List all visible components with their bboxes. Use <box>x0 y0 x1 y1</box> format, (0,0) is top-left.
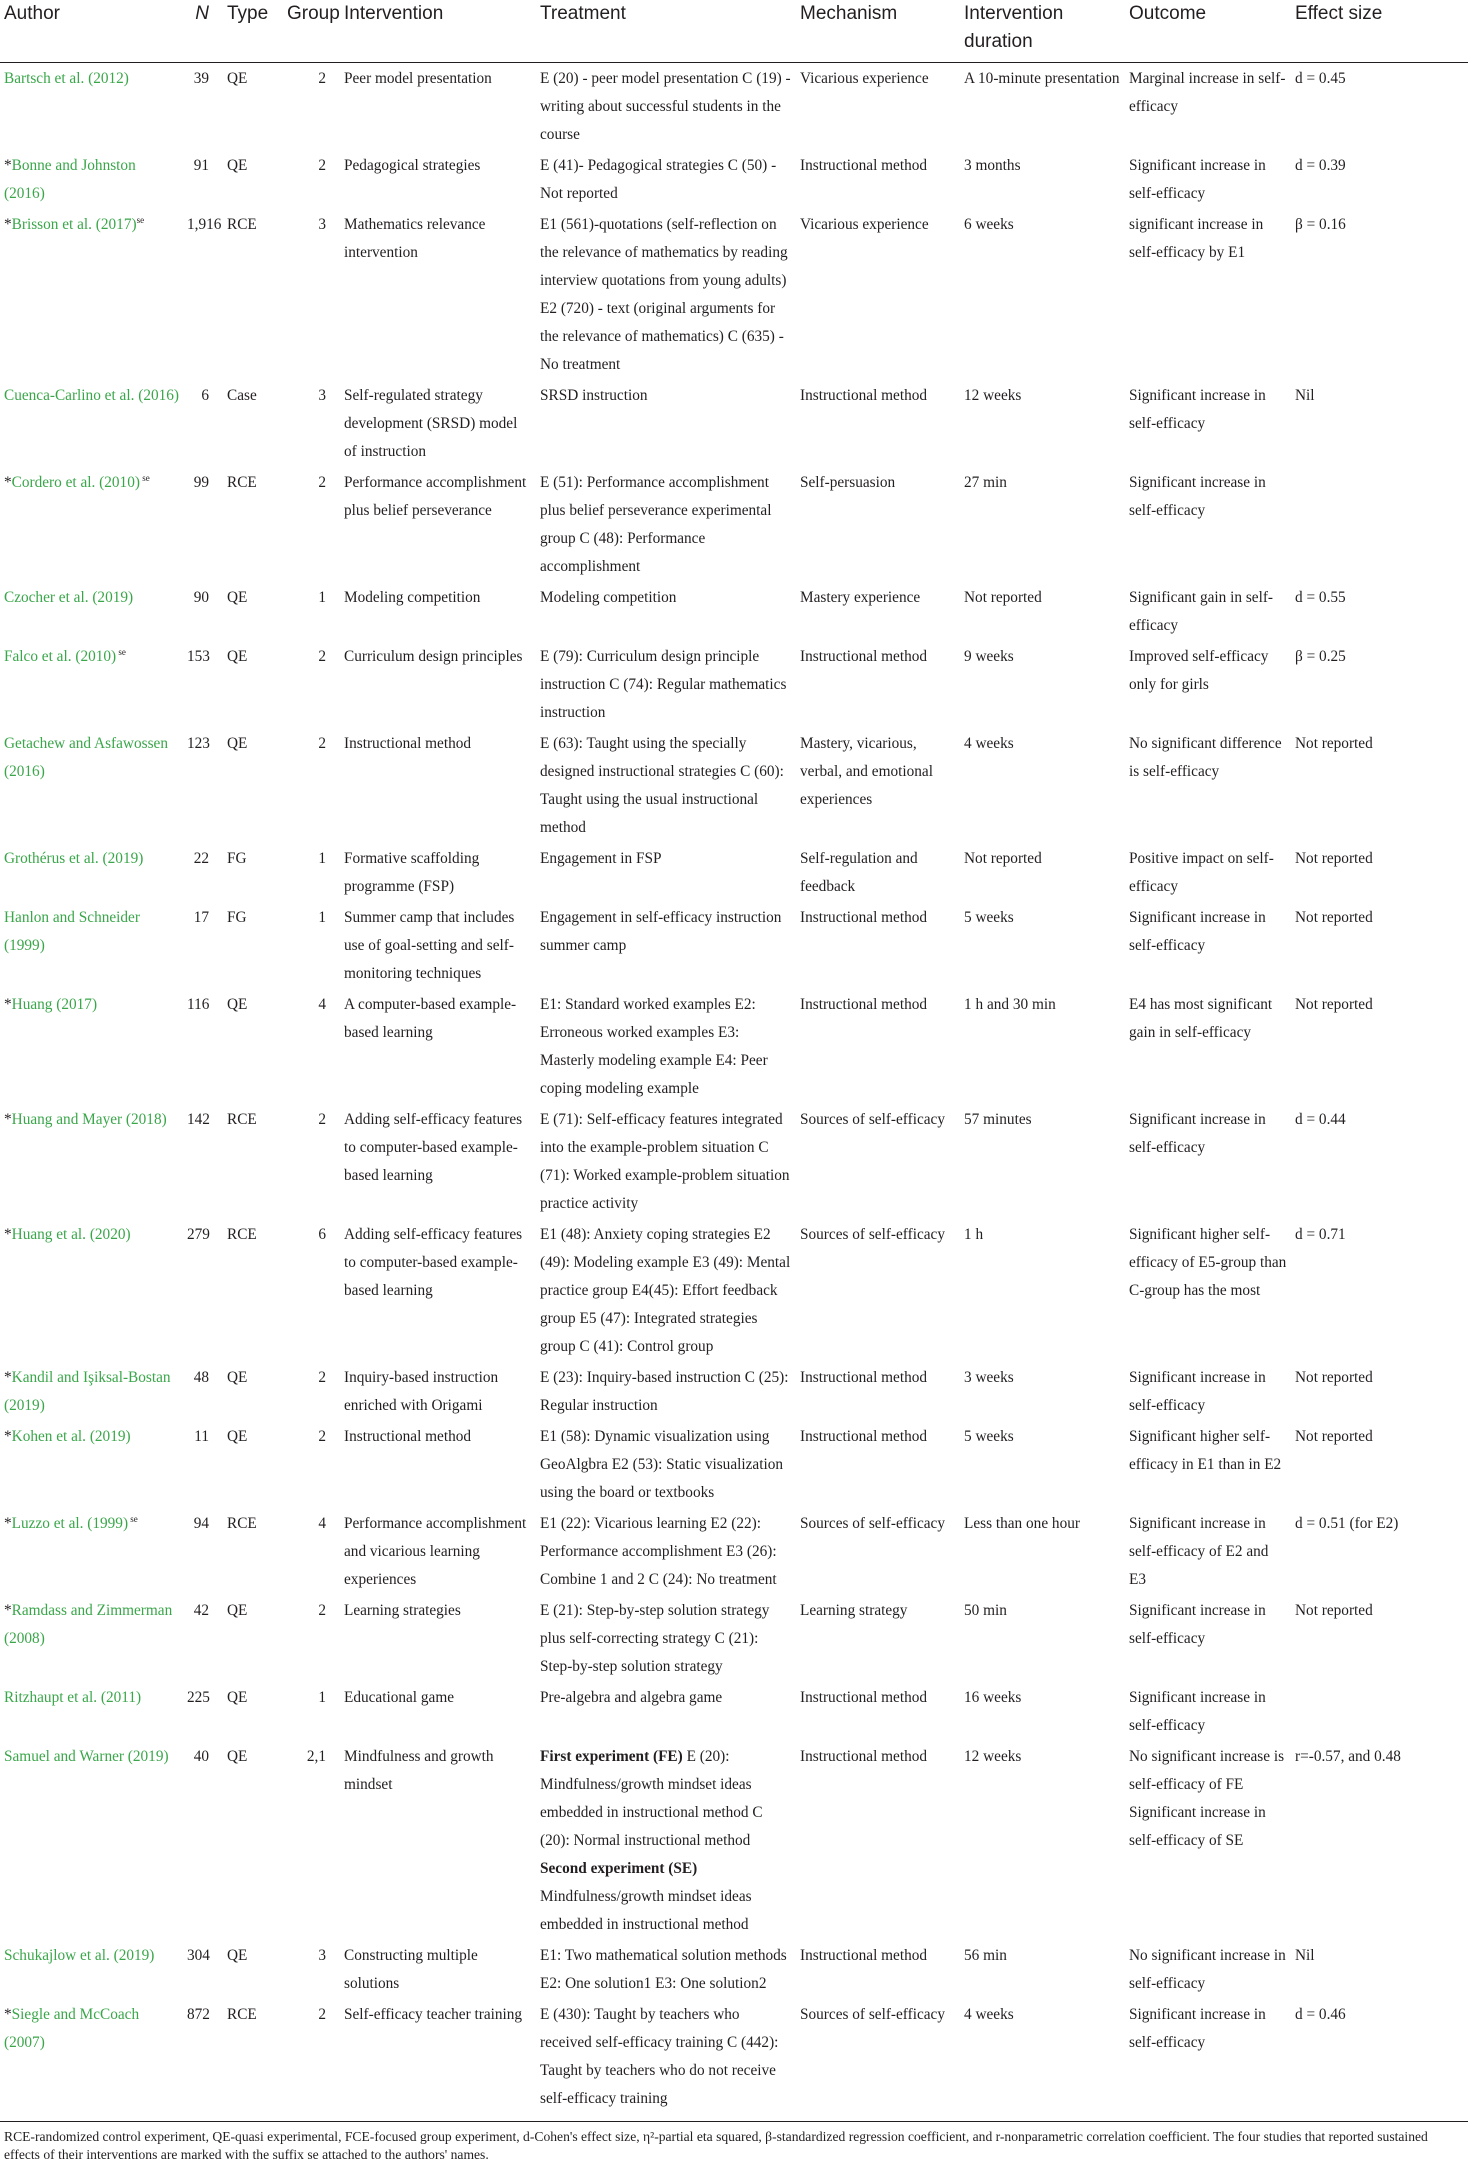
n-cell: 1,916 <box>187 216 222 233</box>
mechanism-cell: Vicarious experience <box>800 216 929 233</box>
duration-cell: 1 h and 30 min <box>964 996 1056 1013</box>
effect-size-cell: Not reported <box>1295 996 1373 1013</box>
outcome-cell: Significant increase in self-efficacy <box>1129 1689 1266 1734</box>
n-cell: 91 <box>193 157 209 174</box>
header-n: N <box>183 0 223 63</box>
type-cell: QE <box>227 1369 248 1386</box>
author-cell <box>0 582 183 641</box>
author-link[interactable]: Getachew and Asfawossen (2016) <box>4 735 168 780</box>
duration-cell: 57 minutes <box>964 1111 1032 1128</box>
header-group: Group <box>283 0 340 63</box>
mechanism-cell: Instructional method <box>800 1947 928 1964</box>
outcome-cell: Improved self-efficacy only for girls <box>1129 648 1269 693</box>
author-cell <box>0 209 183 380</box>
group-cell: 2 <box>318 2006 326 2023</box>
author-link[interactable]: Grothérus et al. (2019) <box>4 850 144 867</box>
intervention-cell: Inquiry-based instruction enriched with Origami <box>344 1369 499 1414</box>
n-cell: 40 <box>193 1748 209 1765</box>
author-link[interactable]: Ramdass and Zimmerman (2008) <box>4 1602 173 1647</box>
type-cell: QE <box>227 589 248 606</box>
n-cell: 48 <box>193 1369 209 1386</box>
duration-cell: 5 weeks <box>964 909 1014 926</box>
outcome-cell: Significant gain in self-efficacy <box>1129 589 1274 634</box>
author-link[interactable]: Huang (2017) <box>11 996 98 1013</box>
table-row <box>0 467 1468 582</box>
author-cell <box>0 1595 183 1682</box>
author-link[interactable]: Huang and Mayer (2018) <box>11 1111 167 1128</box>
table-row <box>0 1421 1468 1508</box>
intervention-cell: Instructional method <box>344 1428 472 1445</box>
type-cell: RCE <box>227 1226 257 1243</box>
treatment-cell: E1: Standard worked examples E2: Erroneous worked examples E3: Masterly modeling example E4: Peer coping modeling example <box>540 996 768 1097</box>
intervention-cell: Performance accomplishment and vicarious learning experiences <box>344 1515 527 1588</box>
author-link[interactable]: Kandil and Işiksal-Bostan (2019) <box>4 1369 171 1414</box>
effect-size-cell: d = 0.71 <box>1295 1226 1346 1243</box>
outcome-cell: Significant higher self-efficacy of E5-group than C-group has the most <box>1129 1226 1287 1299</box>
author-link[interactable]: Cordero et al. (2010) <box>11 474 140 491</box>
intervention-cell: Adding self-efficacy features to computer-based example-based learning <box>344 1111 523 1184</box>
table-row <box>0 843 1468 902</box>
effect-size-cell <box>1291 467 1468 582</box>
treatment-cell: SRSD instruction <box>540 387 648 404</box>
treatment-cell: E1 (561)-quotations (self-reflection on the relevance of mathematics by reading interview quotations from young adults) E2 (720) - text (original arguments for the relevance of mathematics) C (635) - No treatment <box>540 216 788 373</box>
n-cell: 304 <box>187 1947 210 1964</box>
treatment-cell: E1 (22): Vicarious learning E2 (22): Performance accomplishment E3 (26): Combine 1 and 2 C (24): No treatment <box>540 1515 777 1588</box>
outcome-cell: Significant higher self-efficacy in E1 than in E2 <box>1129 1428 1282 1473</box>
treatment-cell: Engagement in FSP <box>540 850 662 867</box>
table-row <box>0 63 1468 151</box>
author-cell <box>0 150 183 209</box>
group-cell: 4 <box>318 1515 326 1532</box>
author-link[interactable]: Samuel and Warner (2019) <box>4 1748 169 1765</box>
author-marker: * <box>4 157 12 174</box>
group-cell: 2 <box>318 648 326 665</box>
effect-size-cell: Not reported <box>1295 1602 1373 1619</box>
table-footnote: RCE-randomized control experiment, QE-quasi experimental, FCE-focused group experiment, d-Cohen's effect size, η²-partial eta squared, β-standardized regression coefficient, and r-nonparametric correlation coefficient. The four studies that reported sustained effects of their interventions are marked with the suffix se attached to the authors' names. <box>0 2121 1468 2164</box>
author-cell <box>0 63 183 151</box>
mechanism-cell: Instructional method <box>800 387 928 404</box>
effect-size-cell: r=-0.57, and 0.48 <box>1295 1748 1401 1765</box>
n-cell: 17 <box>193 909 209 926</box>
outcome-cell: No significant difference is self-efficacy <box>1129 735 1282 780</box>
intervention-cell: Performance accomplishment plus belief perseverance <box>344 474 527 519</box>
n-cell: 142 <box>187 1111 210 1128</box>
n-cell: 39 <box>193 70 209 87</box>
duration-cell: 9 weeks <box>964 648 1014 665</box>
intervention-cell: Adding self-efficacy features to computer-based example-based learning <box>344 1226 523 1299</box>
treatment-cell: E (51): Performance accomplishment plus belief perseverance experimental group C (48): Performance accomplishment <box>540 474 772 575</box>
author-marker: * <box>4 2006 12 2023</box>
group-cell: 2 <box>318 157 326 174</box>
group-cell: 2 <box>318 1111 326 1128</box>
effect-size-cell: Not reported <box>1295 909 1373 926</box>
treatment-cell: E (21): Step-by-step solution strategy plus self-correcting strategy C (21): Step-by-step solution strategy <box>540 1602 770 1675</box>
outcome-cell: Marginal increase in self-efficacy <box>1129 70 1286 115</box>
table-row <box>0 1219 1468 1362</box>
outcome-cell <box>1125 1741 1291 1940</box>
type-cell: QE <box>227 996 248 1013</box>
author-link[interactable]: Hanlon and Schneider (1999) <box>4 909 140 954</box>
treatment-cell: E (63): Taught using the specially designed instructional strategies C (60): Taught using the usual instructional method <box>540 735 784 836</box>
duration-cell: Not reported <box>964 850 1042 867</box>
type-cell: RCE <box>227 1111 257 1128</box>
mechanism-cell: Vicarious experience <box>800 70 929 87</box>
table-row <box>0 380 1468 467</box>
effect-size-cell: d = 0.39 <box>1295 157 1346 174</box>
author-cell <box>0 1362 183 1421</box>
n-cell: 6 <box>201 387 209 404</box>
type-cell: RCE <box>227 2006 257 2023</box>
duration-cell: 16 weeks <box>964 1689 1022 1706</box>
mechanism-cell: Instructional method <box>800 157 928 174</box>
group-cell: 2 <box>318 1369 326 1386</box>
duration-cell: 12 weeks <box>964 1748 1022 1765</box>
author-link[interactable]: Brisson et al. (2017) <box>11 216 137 233</box>
n-cell: 11 <box>194 1428 209 1445</box>
author-cell <box>0 1421 183 1508</box>
table-row <box>0 582 1468 641</box>
duration-cell: 1 h <box>964 1226 984 1243</box>
table-row <box>0 1940 1468 1999</box>
table-row <box>0 1999 1468 2121</box>
intervention-cell: Educational game <box>344 1689 455 1706</box>
author-link[interactable]: Ritzhaupt et al. (2011) <box>4 1689 142 1706</box>
table-row <box>0 902 1468 989</box>
n-cell: 279 <box>187 1226 210 1243</box>
type-cell: RCE <box>227 474 257 491</box>
type-cell: QE <box>227 1689 248 1706</box>
author-marker: * <box>4 1226 12 1243</box>
treatment-cell: E (23): Inquiry-based instruction C (25): Regular instruction <box>540 1369 789 1414</box>
outcome-first-experiment: No significant increase is self-efficacy of FE <box>1129 1748 1285 1793</box>
outcome-cell: Significant increase in self-efficacy <box>1129 2006 1266 2051</box>
group-cell: 2 <box>318 1602 326 1619</box>
second-experiment-treatment: Mindfulness/growth mindset ideas embedded in instructional method <box>540 1888 752 1933</box>
intervention-cell: Modeling competition <box>344 589 481 606</box>
group-cell: 3 <box>318 1947 326 1964</box>
treatment-cell: E1 (58): Dynamic visualization using GeoAlgbra E2 (53): Static visualization using the board or textbooks <box>540 1428 783 1501</box>
duration-cell: 6 weeks <box>964 216 1014 233</box>
second-experiment-label: Second experiment (SE) <box>540 1860 698 1877</box>
author-cell <box>0 902 183 989</box>
duration-cell: 3 months <box>964 157 1021 174</box>
outcome-second-experiment: Significant increase in self-efficacy of SE <box>1129 1804 1266 1849</box>
header-outcome: Outcome <box>1125 0 1291 63</box>
n-cell: 153 <box>187 648 210 665</box>
effect-size-cell: Nil <box>1295 1947 1315 1964</box>
duration-cell: Not reported <box>964 589 1042 606</box>
mechanism-cell: Sources of self-efficacy <box>800 1111 945 1128</box>
type-cell: QE <box>227 70 248 87</box>
group-cell: 3 <box>318 216 326 233</box>
author-link[interactable]: Siegle and McCoach (2007) <box>4 2006 140 2051</box>
effect-size-cell: Nil <box>1295 387 1315 404</box>
duration-cell: 27 min <box>964 474 1007 491</box>
intervention-cell: Formative scaffolding programme (FSP) <box>344 850 480 895</box>
intervention-cell: Constructing multiple solutions <box>344 1947 478 1992</box>
table-row <box>0 1104 1468 1219</box>
author-marker: * <box>4 996 12 1013</box>
mechanism-cell: Instructional method <box>800 648 928 665</box>
treatment-cell: E (71): Self-efficacy features integrated into the example-problem situation C (71): Worked example-problem situation practice activity <box>540 1111 790 1212</box>
group-cell: 2 <box>318 70 326 87</box>
header-treatment: Treatment <box>536 0 796 63</box>
sustained-effect-marker: se <box>116 646 126 657</box>
n-cell: 22 <box>193 850 209 867</box>
mechanism-cell: Self-regulation and feedback <box>800 850 918 895</box>
type-cell: RCE <box>227 1515 257 1532</box>
type-cell: QE <box>227 1602 248 1619</box>
intervention-cell: Summer camp that includes use of goal-setting and self-monitoring techniques <box>344 909 515 982</box>
group-cell: 2,1 <box>306 1748 326 1765</box>
n-cell: 225 <box>187 1689 210 1706</box>
treatment-cell: E1: Two mathematical solution methods E2: One solution1 E3: One solution2 <box>540 1947 787 1992</box>
n-cell: 99 <box>193 474 209 491</box>
type-cell: QE <box>227 157 248 174</box>
author-marker: * <box>4 1602 12 1619</box>
mechanism-cell: Self-persuasion <box>800 474 896 491</box>
author-cell <box>0 989 183 1104</box>
author-marker: * <box>4 216 12 233</box>
mechanism-cell: Instructional method <box>800 909 928 926</box>
n-cell: 42 <box>193 1602 209 1619</box>
first-experiment-treatment: E (20): Mindfulness/growth mindset ideas embedded in instructional method C (20): Normal instructional method <box>540 1748 763 1849</box>
table-row <box>0 728 1468 843</box>
intervention-cell: A computer-based example-based learning <box>344 996 517 1041</box>
table-row <box>0 1508 1468 1595</box>
header-row <box>0 0 1468 63</box>
intervention-cell: Learning strategies <box>344 1602 461 1619</box>
treatment-cell: Pre-algebra and algebra game <box>540 1689 723 1706</box>
author-cell <box>0 1940 183 1999</box>
group-cell: 1 <box>318 909 326 926</box>
intervention-cell: Self-regulated strategy development (SRSD) model of instruction <box>344 387 518 460</box>
intervention-cell: Mathematics relevance intervention <box>344 216 486 261</box>
n-cell: 116 <box>187 996 210 1013</box>
effect-size-cell: Not reported <box>1295 1428 1373 1445</box>
author-cell <box>0 843 183 902</box>
author-marker: * <box>4 1515 12 1532</box>
intervention-cell: Self-efficacy teacher training <box>344 2006 523 2023</box>
author-marker: * <box>4 1428 12 1445</box>
author-link[interactable]: Bonne and Johnston (2016) <box>4 157 136 202</box>
intervention-cell: Peer model presentation <box>344 70 492 87</box>
mechanism-cell: Sources of self-efficacy <box>800 1226 945 1243</box>
author-cell <box>0 380 183 467</box>
effect-size-cell: β = 0.25 <box>1295 648 1346 665</box>
outcome-cell: Significant increase in self-efficacy <box>1129 1602 1266 1647</box>
author-marker: * <box>4 1111 12 1128</box>
duration-cell: 12 weeks <box>964 387 1022 404</box>
effect-size-cell: d = 0.45 <box>1295 70 1346 87</box>
mechanism-cell: Instructional method <box>800 1428 928 1445</box>
duration-cell: 3 weeks <box>964 1369 1014 1386</box>
type-cell: QE <box>227 1947 248 1964</box>
mechanism-cell: Instructional method <box>800 1748 928 1765</box>
n-cell: 123 <box>187 735 210 752</box>
outcome-cell: No significant increase in self-efficacy <box>1129 1947 1286 1992</box>
table-row <box>0 1362 1468 1421</box>
intervention-cell: Mindfulness and growth mindset <box>344 1748 494 1793</box>
n-cell: 90 <box>193 589 209 606</box>
group-cell: 4 <box>318 996 326 1013</box>
outcome-cell: Significant increase in self-efficacy <box>1129 1369 1266 1414</box>
outcome-cell: significant increase in self-efficacy by E1 <box>1129 216 1264 261</box>
treatment-cell: E (41)- Pedagogical strategies C (50) - Not reported <box>540 157 777 202</box>
author-link[interactable]: Falco et al. (2010) <box>4 648 117 665</box>
duration-cell: A 10-minute presentation <box>964 70 1120 87</box>
outcome-cell: Significant increase in self-efficacy <box>1129 474 1266 519</box>
type-cell: FG <box>227 850 247 867</box>
group-cell: 2 <box>318 1428 326 1445</box>
effect-size-cell <box>1291 1682 1468 1741</box>
treatment-cell <box>536 1741 796 1940</box>
author-cell <box>0 1682 183 1741</box>
outcome-cell: Significant increase in self-efficacy <box>1129 1111 1266 1156</box>
group-cell: 1 <box>318 589 326 606</box>
author-link[interactable]: Cuenca-Carlino et al. (2016) <box>4 387 180 404</box>
duration-cell: 4 weeks <box>964 735 1014 752</box>
effect-size-cell: d = 0.46 <box>1295 2006 1346 2023</box>
outcome-cell: Significant increase in self-efficacy <box>1129 157 1266 202</box>
effect-size-cell: d = 0.55 <box>1295 589 1346 606</box>
group-cell: 3 <box>318 387 326 404</box>
treatment-cell: E (430): Taught by teachers who received self-efficacy training C (442): Taught by teachers who do not receive self-efficacy training <box>540 2006 779 2107</box>
author-cell <box>0 641 183 728</box>
treatment-cell: Engagement in self-efficacy instruction summer camp <box>540 909 782 954</box>
author-cell <box>0 1508 183 1595</box>
mechanism-cell: Sources of self-efficacy <box>800 1515 945 1532</box>
sustained-effect-marker: se <box>139 472 150 483</box>
treatment-cell: E1 (48): Anxiety coping strategies E2 (49): Modeling example E3 (49): Mental practice group E4(45): Effort feedback group E5 (47): Integrated strategies group C (41): Control group <box>540 1226 791 1355</box>
type-cell: FG <box>227 909 247 926</box>
author-cell <box>0 467 183 582</box>
duration-cell: Less than one hour <box>964 1515 1080 1532</box>
duration-cell: 5 weeks <box>964 1428 1014 1445</box>
intervention-cell: Pedagogical strategies <box>344 157 481 174</box>
table-row <box>0 1595 1468 1682</box>
effect-size-cell: Not reported <box>1295 735 1373 752</box>
mechanism-cell: Mastery, vicarious, verbal, and emotional experiences <box>800 735 933 808</box>
type-cell: QE <box>227 1748 248 1765</box>
type-cell: QE <box>227 735 248 752</box>
author-marker: * <box>4 1369 12 1386</box>
outcome-cell: Significant increase in self-efficacy <box>1129 909 1266 954</box>
treatment-cell: E (20) - peer model presentation C (19) - writing about successful students in the course <box>540 70 791 143</box>
effect-size-cell: β = 0.16 <box>1295 216 1346 233</box>
mechanism-cell: Learning strategy <box>800 1602 908 1619</box>
intervention-cell: Instructional method <box>344 735 472 752</box>
table-row <box>0 1741 1468 1940</box>
duration-cell: 4 weeks <box>964 2006 1014 2023</box>
mechanism-cell: Instructional method <box>800 1689 928 1706</box>
effect-size-cell: Not reported <box>1295 1369 1373 1386</box>
author-cell <box>0 1104 183 1219</box>
outcome-cell: Significant increase in self-efficacy <box>1129 387 1266 432</box>
header-intervention: Intervention <box>340 0 536 63</box>
treatment-cell: E (79): Curriculum design principle instruction C (74): Regular mathematics instruction <box>540 648 787 721</box>
header-author: Author <box>0 0 183 63</box>
mechanism-cell: Instructional method <box>800 1369 928 1386</box>
table-row <box>0 150 1468 209</box>
effect-size-cell: Not reported <box>1295 850 1373 867</box>
table-row <box>0 209 1468 380</box>
header-type: Type <box>223 0 283 63</box>
outcome-cell: Positive impact on self-efficacy <box>1129 850 1274 895</box>
type-cell: Case <box>227 387 257 404</box>
author-cell <box>0 728 183 843</box>
author-link[interactable]: Schukajlow et al. (2019) <box>4 1947 155 1964</box>
author-link[interactable]: Czocher et al. (2019) <box>4 589 134 606</box>
treatment-cell: Modeling competition <box>540 589 677 606</box>
author-cell <box>0 1219 183 1362</box>
mechanism-cell: Sources of self-efficacy <box>800 2006 945 2023</box>
group-cell: 2 <box>318 474 326 491</box>
type-cell: QE <box>227 648 248 665</box>
n-cell: 94 <box>193 1515 209 1532</box>
header-mechanism: Mechanism <box>796 0 960 63</box>
intervention-cell: Curriculum design principles <box>344 648 523 665</box>
effect-size-cell: d = 0.44 <box>1295 1111 1346 1128</box>
author-marker: * <box>4 474 12 491</box>
header-duration: Intervention duration <box>960 0 1125 63</box>
outcome-cell: E4 has most significant gain in self-efficacy <box>1129 996 1273 1041</box>
first-experiment-label: First experiment (FE) <box>540 1748 683 1765</box>
group-cell: 2 <box>318 735 326 752</box>
header-effect-size: Effect size <box>1291 0 1468 63</box>
outcome-cell: Significant increase in self-efficacy of E2 and E3 <box>1129 1515 1269 1588</box>
author-cell <box>0 1741 183 1940</box>
sustained-effect-marker: se <box>136 214 145 225</box>
author-link[interactable]: Bartsch et al. (2012) <box>4 70 129 87</box>
author-link[interactable]: Kohen et al. (2019) <box>11 1428 131 1445</box>
group-cell: 1 <box>318 850 326 867</box>
type-cell: RCE <box>227 216 257 233</box>
mechanism-cell: Mastery experience <box>800 589 921 606</box>
n-cell: 872 <box>187 2006 210 2023</box>
author-cell <box>0 1999 183 2121</box>
table-row <box>0 989 1468 1104</box>
type-cell: QE <box>227 1428 248 1445</box>
author-link[interactable]: Luzzo et al. (1999) <box>11 1515 129 1532</box>
table-row <box>0 1682 1468 1741</box>
duration-cell: 56 min <box>964 1947 1007 1964</box>
mechanism-cell: Instructional method <box>800 996 928 1013</box>
group-cell: 1 <box>318 1689 326 1706</box>
group-cell: 6 <box>318 1226 326 1243</box>
effect-size-cell: d = 0.51 (for E2) <box>1295 1515 1399 1532</box>
duration-cell: 50 min <box>964 1602 1007 1619</box>
table-row <box>0 641 1468 728</box>
sustained-effect-marker: se <box>128 1513 138 1524</box>
author-link[interactable]: Huang et al. (2020) <box>11 1226 131 1243</box>
